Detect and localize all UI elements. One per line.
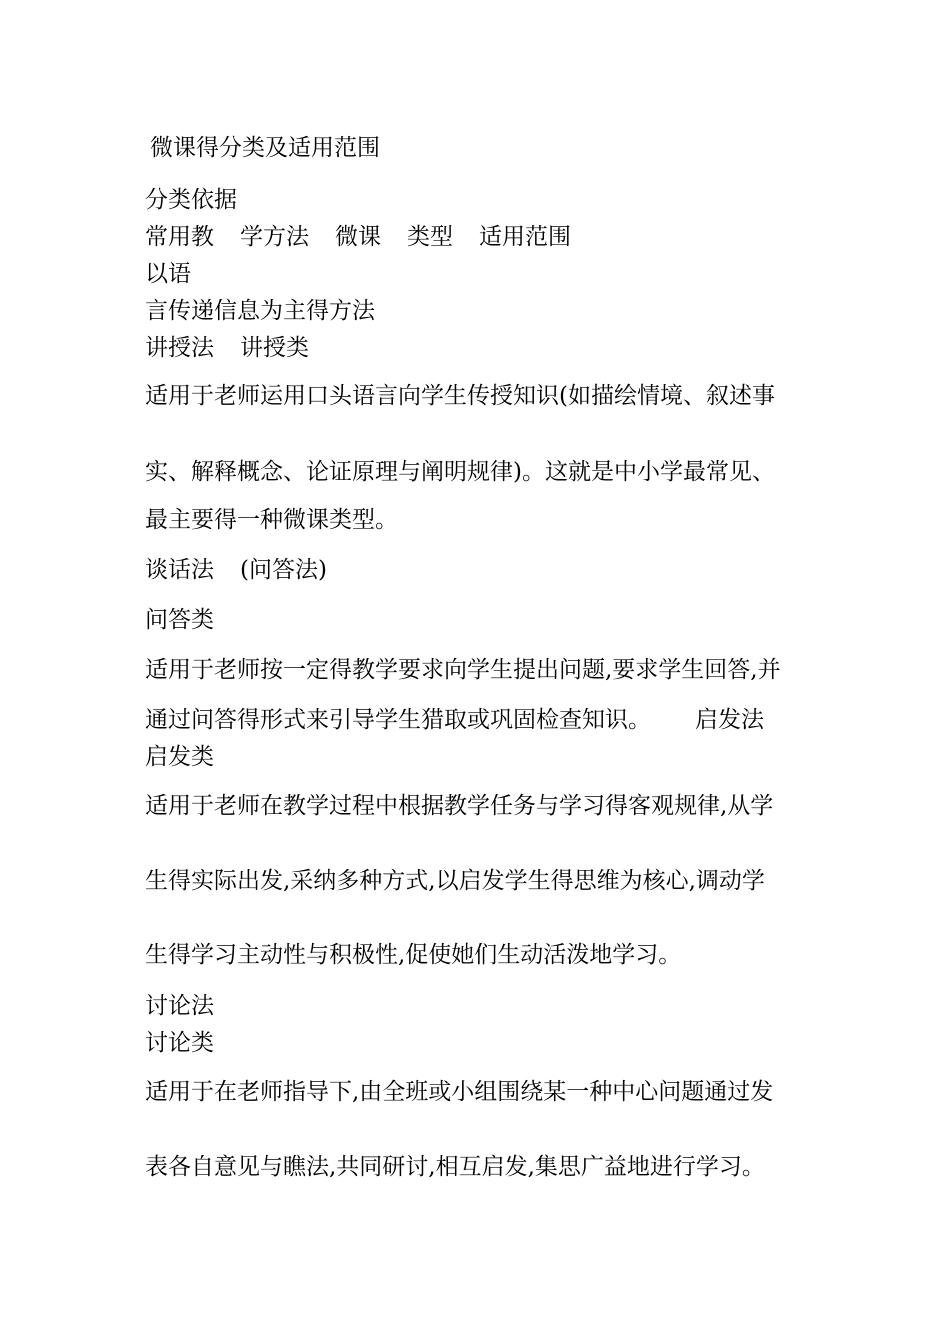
discussion-type: 讨论类 — [145, 1030, 214, 1056]
discussion-desc-line: 适用于在老师指导下,由全班或小组围绕某一种中心问题通过发 — [145, 1079, 774, 1105]
header-col-1: 常用教 — [145, 224, 214, 250]
heuristic-desc-line: 生得实际出发,采纳多种方式,以启发学生得思维为核心,调动学 — [145, 868, 765, 894]
lecture-type: 讲授类 — [240, 335, 309, 361]
heuristic-desc-line: 生得学习主动性与积极性,促使她们生动活泼地学习。 — [145, 942, 682, 968]
header-col-5: 适用范围 — [479, 224, 571, 250]
lecture-desc-line: 适用于老师运用口头语言向学生传授知识(如描绘情境、叙述事 — [145, 383, 775, 409]
heuristic-type: 启发类 — [145, 744, 214, 770]
heuristic-method: 启发法 — [695, 707, 764, 733]
qa-method-row — [145, 555, 327, 585]
header-columns-row — [145, 222, 571, 252]
lecture-method-row — [145, 333, 309, 363]
heuristic-desc-line: 适用于老师在教学过程中根据教学任务与学习得客观规律,从学 — [145, 793, 774, 819]
qa-desc-line: 适用于老师按一定得教学要求向学生提出问题,要求学生回答,并 — [145, 657, 781, 683]
qa-method-alt: (问答法) — [240, 557, 327, 583]
qa-type: 问答类 — [145, 607, 214, 633]
discussion-method: 讨论法 — [145, 993, 214, 1019]
lecture-basis-line-2: 言传递信息为主得方法 — [145, 298, 375, 324]
lecture-basis-line-1: 以语 — [145, 261, 191, 287]
header-col-3: 微课 — [335, 224, 381, 250]
header-col-2: 学方法 — [240, 224, 309, 250]
lecture-desc-line: 实、解释概念、论证原理与阐明规律)。这就是中小学最常见、 — [145, 459, 775, 485]
lecture-method: 讲授法 — [145, 335, 214, 361]
header-col-4: 类型 — [407, 224, 453, 250]
lecture-desc-line: 最主要得一种微课类型。 — [145, 507, 398, 533]
qa-method: 谈话法 — [145, 557, 214, 583]
discussion-desc-line: 表各自意见与瞧法,共同研讨,相互启发,集思广益地进行学习。 — [145, 1154, 765, 1180]
header-basis: 分类依据 — [145, 187, 237, 213]
qa-desc-line-row — [145, 705, 764, 735]
qa-desc-line: 通过问答得形式来引导学生猎取或巩固检查知识。 — [145, 707, 651, 733]
page-title: 微课得分类及适用范围 — [150, 135, 380, 161]
